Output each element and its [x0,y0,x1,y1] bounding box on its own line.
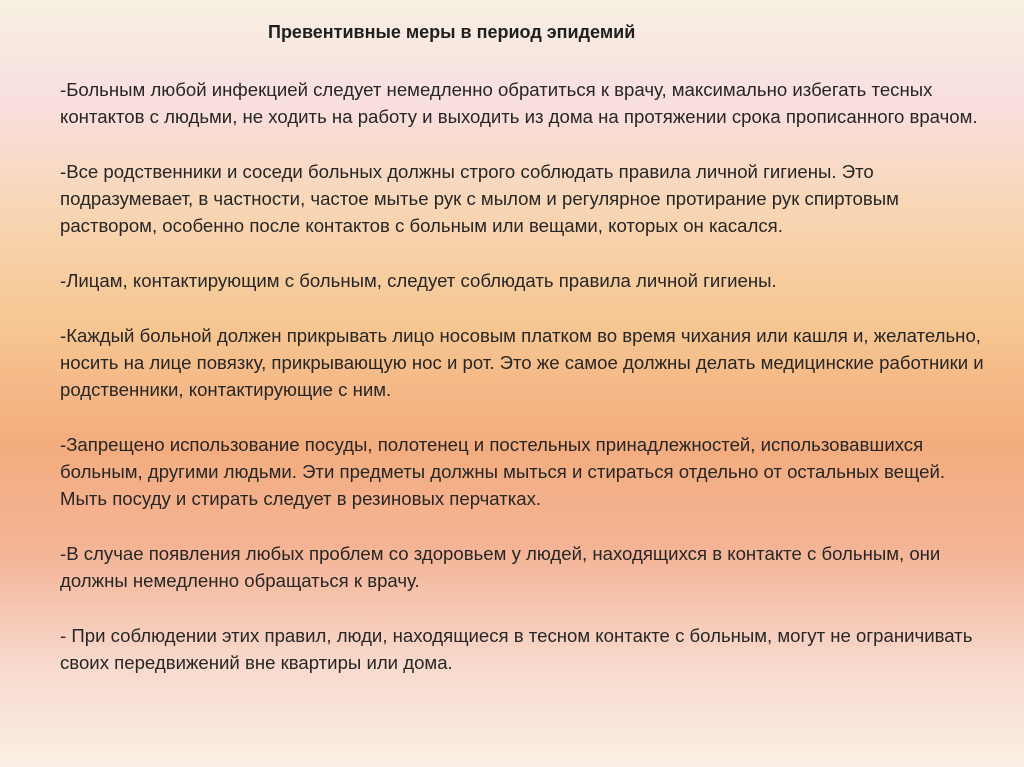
slide-body [60,76,985,677]
paragraph-2: -Все родственники и соседи больных должны строго соблюдать правила личной гигиены. Это подразумевает, в частности, частое мытье рук с мылом и регулярное протирание рук спиртовым раствором, особенно после контактов с больным или вещами, которых он касался. [60,160,899,237]
paragraph-1: -Больным любой инфекцией следует немедленно обратиться к врачу, максимально избегать тесных контактов с людьми, не ходить на работу и выходить из дома на протяжении срока прописанного врачом. [60,79,978,128]
slide-title: Превентивные меры в период эпидемий [268,22,636,42]
paragraph-6: -В случае появления любых проблем со здоровьем у людей, находящихся в контакте с больным, они должны немедленно обращаться к врачу. [60,543,941,592]
paragraph-5: -Запрещено использование посуды, полотенец и постельных принадлежностей, использовавшихся больным, другими людьми. Эти предметы должны мыться и стираться отдельно от остальных вещей. Мыть посуду и стирать следует в резиновых перчатках. [60,433,945,510]
paragraph-4: -Каждый больной должен прикрывать лицо носовым платком во время чихания или кашля и, желательно, носить на лице повязку, прикрывающую нос и рот. Это же самое должны делать медицинские работники и родственники, контактирующие с ним. [60,324,984,401]
paragraph-7: - При соблюдении этих правил, люди, находящиеся в тесном контакте с больным, могут не ограничивать своих передвижений вне квартиры или дома. [60,624,973,674]
paragraph-3: -Лицам, контактирующим с больным, следует соблюдать правила личной гигиены. [60,270,777,292]
